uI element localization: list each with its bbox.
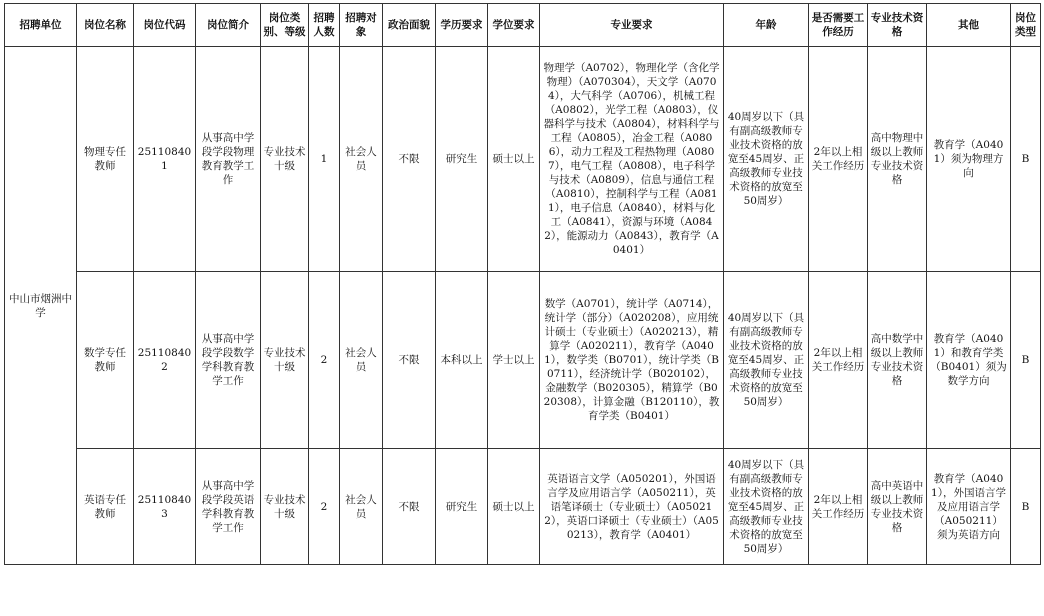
post-name-cell: 物理专任教师 <box>77 47 134 272</box>
target-cell: 社会人员 <box>340 47 383 272</box>
post-type-cell: B <box>1011 449 1041 565</box>
count-cell: 1 <box>309 47 340 272</box>
education-cell: 研究生 <box>436 449 488 565</box>
header-politics: 政治面貌 <box>383 4 436 47</box>
table-row <box>5 272 1041 449</box>
politics-cell: 不限 <box>383 272 436 449</box>
header-target: 招聘对象 <box>340 4 383 47</box>
major-cell: 英语语言文学（A050201），外国语言学及应用语言学（A050211），英语笔译硕士（专业硕士）（A050212），英语口译硕士（专业硕士）（A050213），教育学（A0401） <box>540 449 724 565</box>
education-cell: 本科以上 <box>436 272 488 449</box>
target-cell: 社会人员 <box>340 449 383 565</box>
header-post-name: 岗位名称 <box>77 4 134 47</box>
unit-cell: 中山市烟洲中学 <box>5 47 77 565</box>
post-intro-cell: 从事高中学段学段英语学科教育教学工作 <box>196 449 261 565</box>
other-cell: 教育学（A0401）和教育学类（B0401）须为数学方向 <box>927 272 1011 449</box>
degree-cell: 硕士以上 <box>488 449 540 565</box>
header-major: 专业要求 <box>540 4 724 47</box>
major-cell: 数学（A0701），统计学（A0714），统计学（部分）（A020208），应用统计硕士（专业硕士）（A020213），精算学（A020211），教育学（A0401），数学类（B0701），统计学类（B0711），经济统计学（B020102），金融数学（B020305），精算学（B020308），计算金融（B120110），教育学类（B0401） <box>540 272 724 449</box>
age-cell: 40周岁以下（具有副高级教师专业技术资格的放宽至45周岁、正高级教师专业技术资格的放宽至50周岁） <box>724 272 809 449</box>
post-intro-cell: 从事高中学段学段物理教育教学工作 <box>196 47 261 272</box>
header-row <box>5 4 1041 47</box>
header-unit: 招聘单位 <box>5 4 77 47</box>
post-category-cell: 专业技术十级 <box>261 47 309 272</box>
post-category-cell: 专业技术十级 <box>261 449 309 565</box>
table-row <box>5 47 1041 272</box>
experience-cell: 2年以上相关工作经历 <box>809 449 868 565</box>
post-code-cell: 251108401 <box>134 47 196 272</box>
qualification-cell: 高中英语中级以上教师专业技术资格 <box>868 449 927 565</box>
major-cell: 物理学（A0702），物理化学（含化学物理）（A070304），天文学（A0704），大气科学（A0706），机械工程（A0802），光学工程（A0803），仪器科学与技术（A0804），材料科学与工程（A0805），冶金工程（A0806），动力工程及工程热物理（A0807），电气工程（A0808），电子科学与技术（A0809），信息与通信工程（A0810），控制科学与工程（A0811），电子信息（A0840），材料与化工（A0841），资源与环境（A0842），能源动力（A0843），教育学（A0401） <box>540 47 724 272</box>
other-cell: 教育学（A0401），外国语言学及应用语言学（A050211）须为英语方向 <box>927 449 1011 565</box>
header-education: 学历要求 <box>436 4 488 47</box>
header-post-intro: 岗位简介 <box>196 4 261 47</box>
experience-cell: 2年以上相关工作经历 <box>809 47 868 272</box>
post-code-cell: 251108402 <box>134 272 196 449</box>
header-count: 招聘人数 <box>309 4 340 47</box>
header-age: 年龄 <box>724 4 809 47</box>
count-cell: 2 <box>309 449 340 565</box>
recruitment-table <box>4 3 1041 565</box>
table-row <box>5 449 1041 565</box>
degree-cell: 硕士以上 <box>488 47 540 272</box>
post-category-cell: 专业技术十级 <box>261 272 309 449</box>
post-name-cell: 英语专任教师 <box>77 449 134 565</box>
qualification-cell: 高中数学中级以上教师专业技术资格 <box>868 272 927 449</box>
experience-cell: 2年以上相关工作经历 <box>809 272 868 449</box>
count-cell: 2 <box>309 272 340 449</box>
education-cell: 研究生 <box>436 47 488 272</box>
politics-cell: 不限 <box>383 47 436 272</box>
header-experience: 是否需要工作经历 <box>809 4 868 47</box>
post-type-cell: B <box>1011 272 1041 449</box>
post-type-cell: B <box>1011 47 1041 272</box>
qualification-cell: 高中物理中级以上教师专业技术资格 <box>868 47 927 272</box>
degree-cell: 学士以上 <box>488 272 540 449</box>
post-name-cell: 数学专任教师 <box>77 272 134 449</box>
other-cell: 教育学（A0401）须为物理方向 <box>927 47 1011 272</box>
header-qualification: 专业技术资格 <box>868 4 927 47</box>
header-post-category: 岗位类别、等级 <box>261 4 309 47</box>
header-degree: 学位要求 <box>488 4 540 47</box>
header-post-type: 岗位类型 <box>1011 4 1041 47</box>
header-other: 其他 <box>927 4 1011 47</box>
age-cell: 40周岁以下（具有副高级教师专业技术资格的放宽至45周岁、正高级教师专业技术资格的放宽至50周岁） <box>724 47 809 272</box>
post-code-cell: 251108403 <box>134 449 196 565</box>
target-cell: 社会人员 <box>340 272 383 449</box>
age-cell: 40周岁以下（具有副高级教师专业技术资格的放宽至45周岁、正高级教师专业技术资格的放宽至50周岁） <box>724 449 809 565</box>
post-intro-cell: 从事高中学段学段数学学科教育教学工作 <box>196 272 261 449</box>
header-post-code: 岗位代码 <box>134 4 196 47</box>
politics-cell: 不限 <box>383 449 436 565</box>
